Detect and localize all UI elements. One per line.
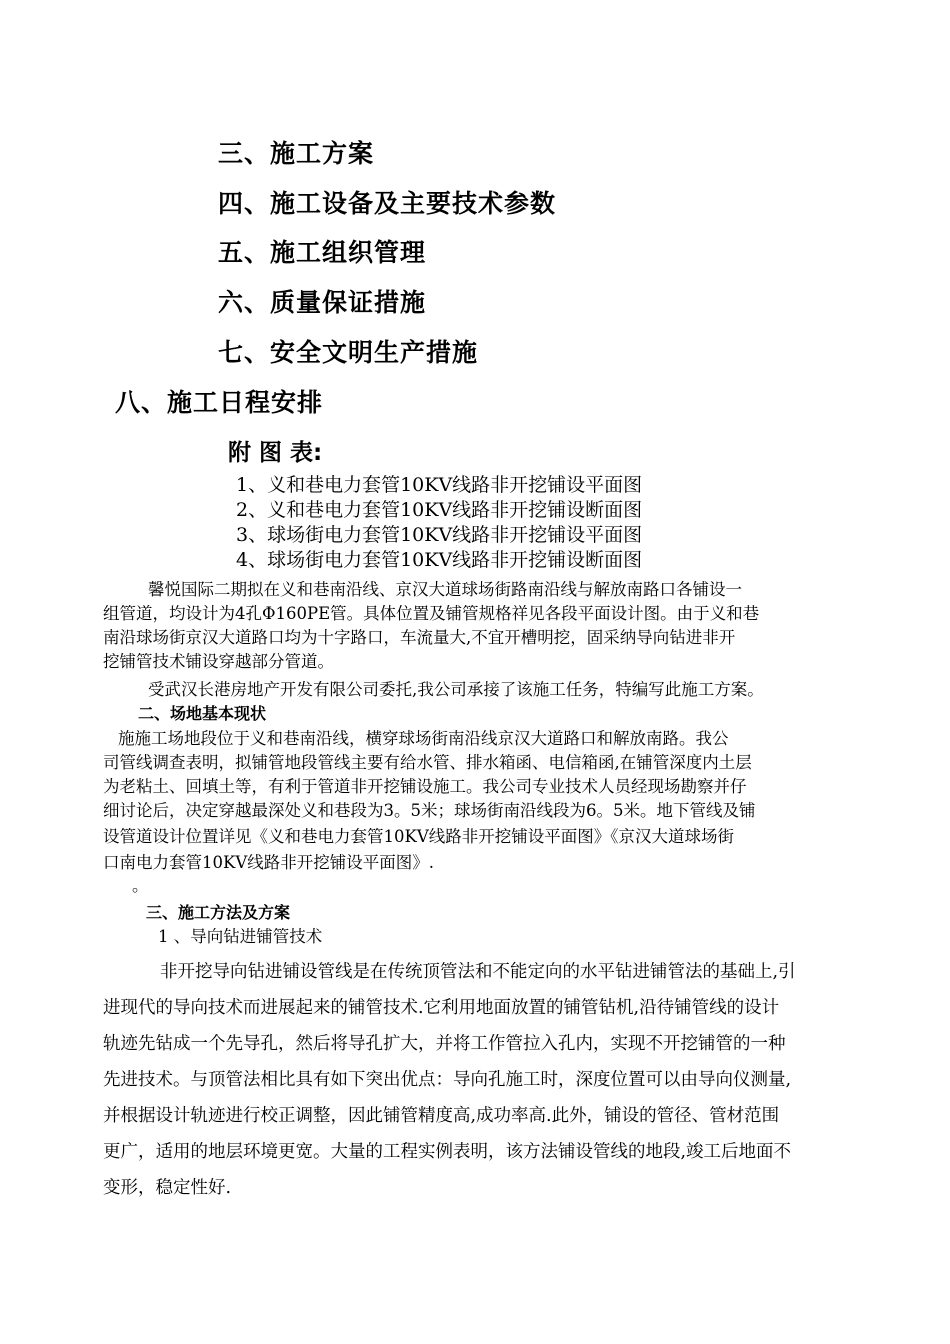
intro-line: 组管道，均设计为4孔Φ160PE管。具体位置及铺管规格祥见各段平面设计图。由于义和巷 bbox=[103, 604, 760, 623]
figure-item: 4、球场街电力套管10KV线路非开挖铺设断面图 bbox=[236, 549, 643, 571]
section2-line: 施施工场地段位于义和巷南沿线，横穿球场街南沿线京汉大道路口和解放南路。我公 bbox=[118, 729, 729, 748]
section3-line: 非开挖导向钻进铺设管线是在传统顶管法和不能定向的水平钻进铺管法的基础上,引 bbox=[160, 962, 796, 982]
intro-line: 南沿球场街京汉大道路口均为十字路口，车流量大,不宜开槽明挖，固采纳导向钻进非开 bbox=[103, 628, 736, 647]
section2-heading: 二、场地基本现状 bbox=[138, 704, 267, 723]
figure-item: 1、义和巷电力套管10KV线路非开挖铺设平面图 bbox=[236, 474, 643, 496]
section3-line: 更广，适用的地层环境更宽。大量的工程实例表明，该方法铺设管线的地段,竣工后地面不 bbox=[103, 1142, 792, 1162]
toc-item-4: 四、施工设备及主要技术参数 bbox=[218, 189, 557, 218]
section3-line: 变形，稳定性好. bbox=[103, 1178, 232, 1198]
section3-subheading: 1 、导向钻进铺管技术 bbox=[158, 927, 323, 946]
section3-heading: 三、施工方法及方案 bbox=[146, 903, 291, 922]
figure-item: 3、球场街电力套管10KV线路非开挖铺设平面图 bbox=[236, 524, 643, 546]
section3-line: 并根据设计轨迹进行校正调整，因此铺管精度高,成功率高.此外，铺设的管径、管材范围 bbox=[103, 1106, 780, 1126]
toc-item-3: 三、施工方案 bbox=[218, 139, 375, 168]
figure-item: 2、义和巷电力套管10KV线路非开挖铺设断面图 bbox=[236, 499, 643, 521]
toc-item-5: 五、施工组织管理 bbox=[218, 238, 427, 267]
toc-item-7: 七、安全文明生产措施 bbox=[218, 338, 479, 367]
section2-line: 为老粘土、回填土等，有利于管道非开挖铺设施工。我公司专业技术人员经现场勘察并仔 bbox=[103, 777, 747, 796]
figure-list-title: 附 图 表: bbox=[228, 440, 323, 466]
section2-line: 司管线调查表明，拟铺管地段管线主要有给水管、排水箱函、电信箱函,在铺管深度内土层 bbox=[103, 753, 752, 772]
section3-line: 轨迹先钻成一个先导孔，然后将导孔扩大，并将工作管拉入孔内，实现不开挖铺管的一种 bbox=[103, 1034, 786, 1054]
section2-line: 设管道设计位置详见《义和巷电力套管10KV线路非开挖铺设平面图》《京汉大道球场街 bbox=[103, 827, 734, 846]
section2-line: 。 bbox=[132, 876, 149, 895]
intro-line: 受武汉长港房地产开发有限公司委托,我公司承接了该施工任务，特编写此施工方案。 bbox=[148, 680, 764, 699]
section2-line: 细讨论后，决定穿越最深处义和巷段为3。5米；球场街南沿线段为6。5米。地下管线及铺 bbox=[103, 801, 756, 820]
section2-line: 口南电力套管10KV线路非开挖铺设平面图》. bbox=[103, 853, 434, 872]
toc-item-6: 六、质量保证措施 bbox=[218, 288, 427, 317]
intro-line: 馨悦国际二期拟在义和巷南沿线、京汉大道球场街路南沿线与解放南路口各铺设一 bbox=[148, 580, 742, 599]
intro-line: 挖铺管技术铺设穿越部分管道。 bbox=[103, 652, 334, 671]
section3-line: 先进技术。与顶管法相比具有如下突出优点：导向孔施工时，深度位置可以由导向仪测量, bbox=[103, 1070, 792, 1090]
section3-line: 进现代的导向技术而进展起来的铺管技术.它利用地面放置的铺管钻机,沿待铺管线的设计 bbox=[103, 998, 780, 1018]
toc-item-8: 八、施工日程安排 bbox=[115, 388, 324, 417]
